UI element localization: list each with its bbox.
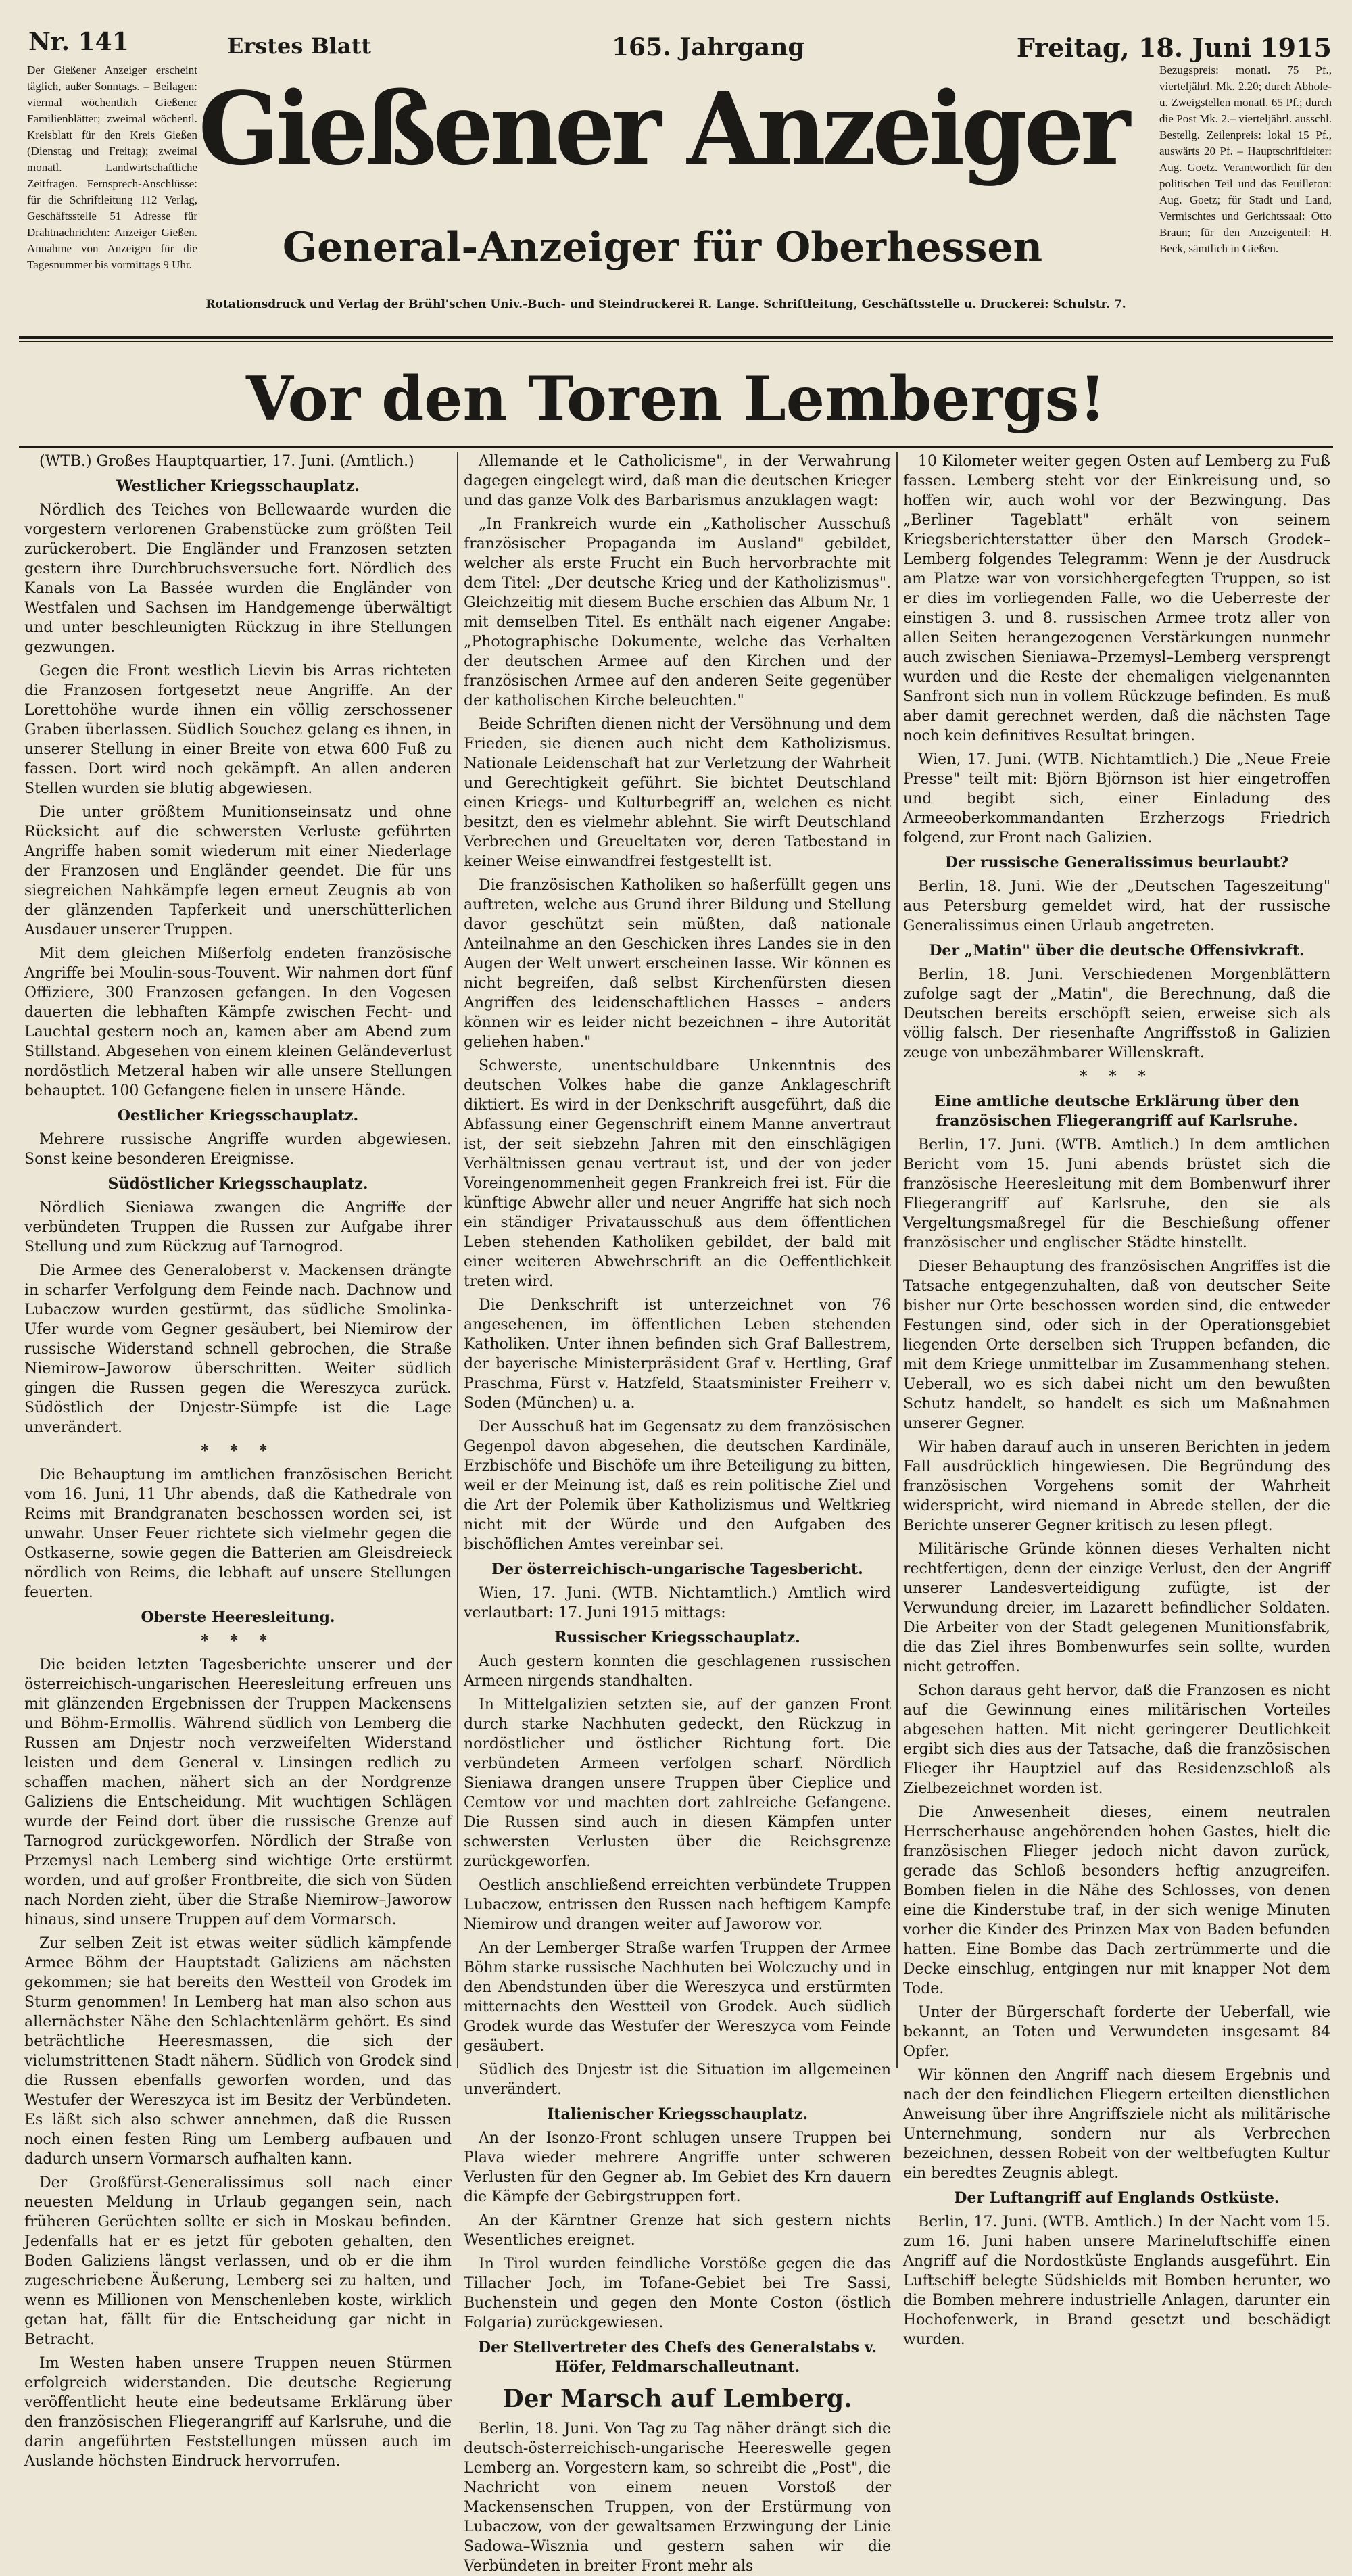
masthead-rule [19,336,1333,339]
article-paragraph: 10 Kilometer weiter gegen Osten auf Lemberg zu Fuß fassen. Lemberg steht vor der Einkreisung und, so hoffen wir, auch wohl vor der Bezwingung. Das „Berliner Tageblatt" erhält von seinem Kriegsberichterstatter über den Marsch Grodek–Lemberg folgendes Telegramm: Wenn je der Ausdruck am Platze war von vorsichhergefegten Truppen, so ist er dies im vorliegenden Falle, wo die Ueberreste der einstigen 3. und 8. russischen Armee trotz aller von allen Seiten herangezogenen Verstärkungen nunmehr auch zwischen Sieniawa–Przemysl–Lemberg versprengt wurden und die Reste der ehemaligen vielgenannten Sanfront sich nun in vollem Rückzuge befinden. Es muß aber damit gerechnet werden, daß die nächsten Tage noch kein definitives Resultat bringen. [903,453,1330,744]
article-paragraph: Die französischen Katholiken so haßerfüllt gegen uns auftreten, welche aus Grund ihrer Bildung und Stellung davor geschützt sein müßten, daß nationale Anteilnahme an den Geschicken ihres Landes sie in den Augen der Welt unwert erscheinen lasse. Wir können es nicht begreifen, daß selbst Kirchenfürsten diesen Angriffen des leidenschaftlichen Hasses – anders können wir es leider nicht bezeichnen – ihre Autorität geliehen haben." [464,877,891,1051]
article-paragraph: Oestlich anschließend erreichten verbündete Truppen Lubaczow, entrissen den Russen nach heftigem Kampfe Niemirow und drangen weiter auf Jaworow vor. [464,1877,891,1933]
article-paragraph: Die Behauptung im amtlichen französischen Bericht vom 16. Juni, 11 Uhr abends, daß die Kathedrale von Reims mit Brandgranaten beschossen worden sei, ist unwahr. Unser Feuer richtete sich vielmehr gegen die Ostkaserne, sowie gegen die Batterien am Gleisdreieck nördlich von Reims, die lebhaft auf unsere Stellungen feuerten. [24,1466,452,1601]
article-headline: Der Marsch auf Lemberg. [502,2385,852,2413]
section-heading: Der Luftangriff auf Englands Ostküste. [954,2189,1280,2207]
section-heading: Oberste Heeresleitung. [141,1608,335,1626]
article-paragraph: Schon daraus geht hervor, daß die Franzosen es nicht auf die Gewinnung eines militärischen Vorteiles abgesehen hatten. Mit nicht geringerer Deutlichkeit ergibt sich dies aus der Tatsache, daß die französischen Flieger ihr Hauptziel auf das Residenzschloß als Zielbezeichnet worden ist. [903,1682,1330,1797]
column-divider-1 [457,452,458,2068]
printer-imprint: Rotationsdruck und Verlag der Brühl'schen Univ.-Buch- und Steindruckerei R. Lange. Schriftleitung, Geschäftsstelle u. Druckerei: Schulstr. 7. [206,297,1126,311]
article-paragraph: „In Frankreich wurde ein „Katholischer Ausschuß französischer Propaganda im Ausland" gebildet, welcher als erste Frucht ein Buch hervorbrachte mit dem Titel: „Der deutsche Krieg und der Katholizismus". Gleichzeitig mit diesem Buche erschien das Album Nr. 1 mit demselben Titel. Es enthält nach eigener Angabe: „Photographische Dokumente, welche das Verhalten der deutschen Armee auf den Kirchen und der französischen Armee auf den anderen Seite gegenüber der katholischen Kirche beleuchten." [464,516,891,709]
article-paragraph: Nördlich Sieniawa zwangen die Angriffe der verbündeten Truppen die Russen zur Aufgabe ihrer Stellung und zum Rückzug auf Tarnogrod. [24,1199,452,1256]
article-paragraph: An der Isonzo-Front schlugen unsere Truppen bei Plava wieder mehrere Angriffe unter schweren Verlusten für den Gegner ab. Im Gebiet des Krn dauern die Kämpfe der Gebirgstruppen fort. [464,2130,891,2205]
article-paragraph: Schwerste, unentschuldbare Unkenntnis des deutschen Volkes habe die ganze Anklageschrift diktiert. Es wird in der Denkschrift ausgeführt, daß die Abfassung einer Gegenschrift einem Manne anvertraut ist, der seit siebzehn Jahren mit den einschlägigen Verhältnissen genau vertraut ist, und der von jeder Voreingenommenheit gegen Frankreich frei ist. Für die künftige Abwehr aller und neuer Angriffe hat sich noch ein ständiger Privatausschuß aus dem öffentlichen Leben stehenden Katholiken gebildet, der bald mit einer weiteren Abwehrschrift an die Oeffentlichkeit treten wird. [464,1057,891,1290]
article-paragraph: Wien, 17. Juni. (WTB. Nichtamtlich.) Amtlich wird verlautbart: 17. Juni 1915 mittags: [464,1585,891,1621]
article-paragraph: Auch gestern konnten die geschlagenen russischen Armeen nirgends standhalten. [464,1653,891,1690]
article-paragraph: Beide Schriften dienen nicht der Versöhnung und dem Frieden, sie dienen auch nicht dem Katholizismus. Nationale Leidenschaft hat zur Verletzung der Wahrheit und Gerechtigkeit geführt. Sie bichtet Deutschland einen Kriegs- und Kulturbegriff an, welchen es nicht besitzt, den es vielmehr ablehnt. Sie wirft Deutschland Verbrechen und Greueltaten vor, deren Tatbestand in keiner Weise einwandfrei festgestellt ist. [464,716,891,870]
section-heading: Der österreichisch-ungarische Tagesbericht. [491,1560,863,1578]
article-paragraph: Südlich des Dnjestr ist die Situation im allgemeinen unverändert. [464,2061,891,2098]
article-paragraph: Die Armee des Generaloberst v. Mackensen drängte in scharfer Verfolgung dem Feinde nach. Dachnow und Lubaczow wurden gestürmt, das südliche Smolinka-Ufer wurde vom Gegner gesäubert, bei Niemirow der russische Widerstand schnell gebrochen, die Straße Niemirow–Jaworow überschritten. Weiter südlich gingen die Russen gegen die Wereszyca zurück. Südöstlich der Dnjestr-Sümpfe ist die Lage unverändert. [24,1262,452,1436]
article-paragraph: Militärische Gründe können dieses Verhalten nicht rechtfertigen, denn der einzige Verlust, den der Angriff unserer Landesverteidigung zufügte, ist der Verwundung dreier, im Lazarett befindlicher Soldaten. Die Arbeiter von der Stadt gelegenen Munitionsfabrik, die das Ziel ihres Bombenwurfes sein sollte, wurden nicht getroffen. [903,1541,1330,1675]
section-separator: * * * [1080,1068,1154,1085]
section-heading: Italienischer Kriegsschauplatz. [547,2105,808,2123]
article-paragraph: Die beiden letzten Tagesberichte unserer und der österreichisch-ungarischen Heeresleitung erfreuen uns mit glänzenden Ergebnissen der Truppen Mackensens und Böhm-Ermollis. Während südlich von Lemberg die Russen am Dnjestr noch verzweifelten Widerstand leisten und dem General v. Linsingen redlich zu schaffen machen, nähert sich an der Nordgrenze Galiziens die Entscheidung. Mit wuchtigen Schlägen wurde der Feind dort über die russische Grenze auf Tarnogrod zurückgeworfen. Nördlich der Straße von Przemysl nach Lemberg sind wichtige Orte erstürmt worden, und auf großer Frontbreite, die sich von Süden nach Norden zieht, über die Straße Niemirow–Jaworow hinaus, sind unsere Truppen auf dem Vormarsch. [24,1656,452,1928]
article-column-3 [903,452,1330,2348]
section-heading: Oestlicher Kriegsschauplatz. [117,1107,359,1124]
article-column-1 [24,452,452,2470]
article-column-2 [464,452,891,2575]
masthead-rule-thin [19,341,1333,342]
section-heading: Der „Matin" über die deutsche Offensivkraft. [929,942,1305,959]
section-heading: Westlicher Kriegsschauplatz. [116,477,360,495]
article-paragraph: Der Großfürst-Generalissimus soll nach einer neuesten Meldung in Urlaub gegangen sein, nach früheren Gerüchten sollte er sich in Moskau befinden. Jedenfalls hat er es jetzt für geboten gehalten, den Boden Galiziens längst verlassen, und ob er die ihm zugeschriebene Äußerung, Lemberg sei zu halten, und wenn es Millionen von Menschenleben koste, wirklich getan hat, fällt für die Entscheidung gar nicht in Betracht. [24,2174,452,2348]
article-paragraph: Mehrere russische Angriffe wurden abgewiesen. Sonst keine besonderen Ereignisse. [24,1131,452,1168]
section-heading: Russischer Kriegsschauplatz. [554,1629,800,1646]
right-notice: Bezugspreis: monatl. 75 Pf., vierteljährl. Mk. 2.20; durch Abhole- u. Zweigstellen monatl. 65 Pf.; durch die Post Mk. 2.– vierteljährl. ausschl. Bestellg. Zeilenpreis: lokal 15 Pf., auswärts 20 Pf. – Hauptschriftleiter: Aug. Goetz. Verantwortlich für den politischen Teil und das Feuilleton: Aug. Goetz; für Stadt und Land, Vermischtes und Gerichtssaal: Otto Braun; für den Anzeigenteil: H. Beck, sämtlich in Gießen. [1159,64,1332,255]
article-paragraph: Dieser Behauptung des französischen Angriffes ist die Tatsache entgegenzuhalten, daß von deutscher Seite bisher nur Orte beschossen worden sind, die entweder Festungen sind, oder sich in der Operationsgebiet liegenden Orte derselben sich Truppen befanden, die mit dem Kriege unmittelbar im Zusammenhang stehen. Ueberall, wo es sich dabei nicht um den bewußten Schutz handelt, so handelt es sich um Maßnahmen unserer Gegner. [903,1258,1330,1432]
article-paragraph: Nördlich des Teiches von Bellewaarde wurden die vorgestern verlorenen Grabenstücke zum größten Teil zurückerobert. Die Engländer und Franzosen setzten gestern ihre Durchbruchsversuche fort. Nördlich des Kanals von La Bassée wurden die Engländer von Westfalen und Sachsen im Handgemenge überwältigt und unter beschleunigten Rückzug in ihre Stellungen gezwungen. [24,502,452,656]
article-paragraph: Allemande et le Catholicisme", in der Verwahrung dagegen eingelegt wird, daß man die deutschen Krieger und das ganze Volk des Barbarismus anzuklagen wagt: [464,453,891,509]
article-paragraph: An der Lemberger Straße warfen Truppen der Armee Böhm starke russische Nachhuten bei Wolczuchy und in den Abendstunden über die Wereszyca und erstürmten mitternachts den Westteil von Grodek. Auch südlich Grodek wurde das Westufer der Wereszyca vom Feinde gesäubert. [464,1940,891,2055]
article-paragraph: Im Westen haben unsere Truppen neuen Stürmen erfolgreich widerstanden. Die deutsche Regierung veröffentlicht heute eine bedeutsame Erklärung über den französischen Fliegerangriff auf Karlsruhe, und die darin angeführten Feststellungen müssen auch im Auslande höchsten Eindruck hervorrufen. [24,2355,452,2470]
article-paragraph: (WTB.) Großes Hauptquartier, 17. Juni. (Amtlich.) [39,453,414,470]
article-paragraph: Mit dem gleichen Mißerfolg endeten französische Angriffe bei Moulin-sous-Touvent. Wir nahmen dort fünf Offiziere, 300 Franzosen gefangen. In den Vogesen dauerten die lebhaften Kämpfe zwischen Fecht- und Lauchtal gestern noch an, kamen aber am Abend zum Stillstand. Abgesehen von einem kleinen Geländeverlust nordöstlich Metzeral haben wir alle unsere Stellungen behauptet. 100 Gefangene fielen in unsere Hände. [24,945,452,1099]
issue-date: Freitag, 18. Juni 1915 [1016,32,1332,63]
article-paragraph: Unter der Bürgerschaft forderte der Ueberfall, wie bekannt, an Toten und Verwundeten insgesamt 84 Opfer. [903,2004,1330,2060]
article-paragraph: In Mittelgalizien setzten sie, auf der ganzen Front durch starke Nachhuten gedeckt, den Rückzug in nordöstlicher und östlicher Richtung fort. Die verbündeten Armeen verfolgen scharf. Nördlich Sieniawa drangen unsere Truppen über Cieplice und Cemtow vor und machten dort zahlreiche Gefangene. Die Russen sind auch in diesen Kämpfen unter schwersten Verlusten über die Reichsgrenze zurückgeworfen. [464,1696,891,1870]
section-heading: Südöstlicher Kriegsschauplatz. [107,1175,368,1193]
article-paragraph: Berlin, 17. Juni. (WTB. Amtlich.) In dem amtlichen Bericht vom 15. Juni abends brüstet sich die französische Heeresleitung mit dem Bombenwurf ihrer Fliegerangriff auf Karlsruhe, den sie als Vergeltungsmaßregel für die Beschießung offener französischer und englischer Städte hinstellt. [903,1137,1330,1251]
newspaper-subtitle: General-Anzeiger für Oberhessen [282,224,1043,271]
article-paragraph: Wir haben darauf auch in unseren Berichten in jedem Fall ausdrücklich hingewiesen. Die Begründung des französischen Vorgehens somit der Wahrheit widerspricht, wird niemand in Abrede stellen, der die Berichte unserer Gegner kritisch zu lesen pflegt. [903,1439,1330,1534]
article-paragraph: An der Kärntner Grenze hat sich gestern nichts Wesentliches ereignet. [464,2212,891,2249]
article-paragraph: Der Ausschuß hat im Gegensatz zu dem französischen Gegenpol davon abgesehen, die deutschen Kardinäle, Erzbischöfe und Bischöfe um ihre Beteiligung zu bitten, weil er der Meinung ist, daß es rein politische Ziel und die Art der Polemik über Katholizismus und Weltkrieg nicht mit der Würde und den Aufgaben des bischöflichen Amtes vereinbar sei. [464,1418,891,1553]
article-paragraph: Die Denkschrift ist unterzeichnet von 76 angesehenen, im öffentlichen Leben stehenden Katholiken. Unter ihnen befinden sich Graf Ballestrem, der bayerische Ministerpräsident Graf v. Hertling, Graf Praschma, Fürst v. Hatzfeld, Staatsminister Freiherr v. Soden (München) u. a. [464,1297,891,1412]
article-paragraph: Gegen die Front westlich Lievin bis Arras richteten die Franzosen fortgesetzt neue Angriffe. An der Lorettohöhe wurde ihnen ein völlig zerschossener Graben überlassen. Südlich Souchez gelang es ihnen, in unserer Stellung in einer Breite von etwa 600 Fuß zu fassen. Dort wird noch gekämpft. An allen anderen Stellen wurden sie blutig abgewiesen. [24,663,452,797]
article-paragraph: Wien, 17. Juni. (WTB. Nichtamtlich.) Die „Neue Freie Presse" teilt mit: Björn Björnson ist hier eingetroffen und begibt sich, einer Einladung des Armeeoberkommandanten Erzherzogs Friedrich folgend, zur Front nach Galizien. [903,751,1330,846]
article-paragraph: Die Anwesenheit dieses, einem neutralen Herrscherhause angehörenden hohen Gastes, hielt die französischen Flieger jedoch nicht davon zurück, gerade das Schloß besonders heftig anzugreifen. Bomben fielen in die Nähe des Schlosses, von denen eine die Kinderstube traf, in der sich wenige Minuten vorher die Kinder des Prinzen Max von Baden befunden hatten. Eine Bombe das Dach zertrümmerte und die Decke einschlug, entgingen nur mit knapper Not dem Tode. [903,1804,1330,1997]
left-notice: Der Gießener Anzeiger erscheint täglich, außer Sonntags. – Beilagen: viermal wöchentlich Gießener Familienblätter; zweimal wöchentl. Kreisblatt für den Kreis Gießen (Dienstag und Freitag); zweimal monatl. Landwirtschaftliche Zeitfragen. Fernsprech-Anschlüsse: für die Schriftleitung 112 Verlag, Geschäftsstelle 51 Adresse für Drahtnachrichten: Anzeiger Gießen. Annahme von Anzeigen für die Tagesnummer bis vormittags 9 Uhr. [27,64,197,271]
section-separator: * * * [201,1632,275,1650]
article-paragraph: Die unter größtem Munitionseinsatz und ohne Rücksicht auf die schwersten Verluste geführten Angriffe haben somit wiederum mit einer Niederlage der Franzosen und Engländer geendet. Die für uns siegreichen Nahkämpfe legen erneut Zeugnis ab von der glänzenden Tapferkeit und unerschütterlichen Ausdauer unserer Truppen. [24,804,452,938]
section-heading: Eine amtliche deutsche Erklärung über den französischen Fliegerangriff auf Karlsruhe. [934,1093,1300,1130]
issue-number: Nr. 141 [28,28,129,56]
section-separator: * * * [201,1442,275,1460]
volume-year: 165. Jahrgang [612,33,805,62]
main-headline: Vor den Toren Lembergs! [246,363,1106,435]
article-paragraph: Zur selben Zeit ist etwas weiter südlich kämpfende Armee Böhm der Hauptstadt Galiziens am nächsten gekommen; sie hat bereits den Westteil von Grodek im Sturm genommen! In Lemberg hat man also schon aus allernächster Nähe den Schlachtenlärm gehört. Es sind beträchtliche Heeresmassen, die sich der vielumstrittenen Stadt nähern. Südlich von Grodek sind die Russen ebenfalls geworfen worden, und das Westufer der Wereszyca ist im Besitz der Verbündeten. Es läßt sich also schwer annehmen, daß die Russen noch einen festen Ring um Lemberg aufbauen und dadurch unsern Vormarsch aufhalten kann. [24,1935,452,2168]
article-paragraph: Berlin, 18. Juni. Wie der „Deutschen Tageszeitung" aus Petersburg gemeldet wird, hat der russische Generalissimus einen Urlaub angetreten. [903,878,1330,934]
newspaper-title: Gießener Anzeiger [198,70,1127,187]
article-paragraph: In Tirol wurden feindliche Vorstöße gegen die das Tillacher Joch, im Tofane-Gebiet bei Tre Sassi, Buchenstein und gegen den Monte Coston (östlich Folgaria) zurückgewiesen. [464,2256,891,2331]
article-paragraph: Wir können den Angriff nach diesem Ergebnis und nach der den feindlichen Fliegern erteilten dienstlichen Anweisung über ihre Angriffsziele nicht als militärische Unternehmung, sondern nur als Verbrechen bezeichnen, dessen Robeit von der weltbefugten Kultur ein beredtes Zeugnis ablegt. [903,2067,1330,2182]
section-heading: Der Stellvertreter des Chefs des Generalstabs v. Höfer, Feldmarschalleutnant. [478,2339,877,2376]
article-paragraph: Berlin, 18. Juni. Von Tag zu Tag näher drängt sich die deutsch-österreichisch-ungarische Heereswelle gegen Lemberg an. Vorgestern kam, so schreibt die „Post", die Nachricht von einem neuen Vorstoß der Mackensenschen Truppen, von der Erstürmung von Lubaczow, von der gewaltsamen Erzwingung der Linie Sadowa–Wisznia und gestern sahen wir die Verbündeten in breiter Front mehr als [464,2420,891,2575]
column-divider-2 [896,452,898,2068]
article-paragraph: Berlin, 18. Juni. Verschiedenen Morgenblättern zufolge sagt der „Matin", die Berechnung, daß die Deutschen bereits erschöpft seien, erweise sich als völlig falsch. Der riesenhafte Angriffsstoß in Galizien zeuge von unbezähmbarer Willenskraft. [903,966,1330,1062]
headline-rule [19,446,1333,448]
section-heading: Der russische Generalissimus beurlaubt? [944,854,1289,872]
article-paragraph: Berlin, 17. Juni. (WTB. Amtlich.) In der Nacht vom 15. zum 16. Juni haben unsere Marineluftschiffe einen Angriff auf die Nordostküste Englands ausgeführt. Ein Luftschiff belegte Südshields mit Bomben herunter, wo die Bomben mehrere industrielle Anlagen, darunter ein Hochofenwerk, in Brand gesetzt und beschädigt wurden. [903,2214,1330,2348]
sheet-label: Erstes Blatt [227,33,372,59]
